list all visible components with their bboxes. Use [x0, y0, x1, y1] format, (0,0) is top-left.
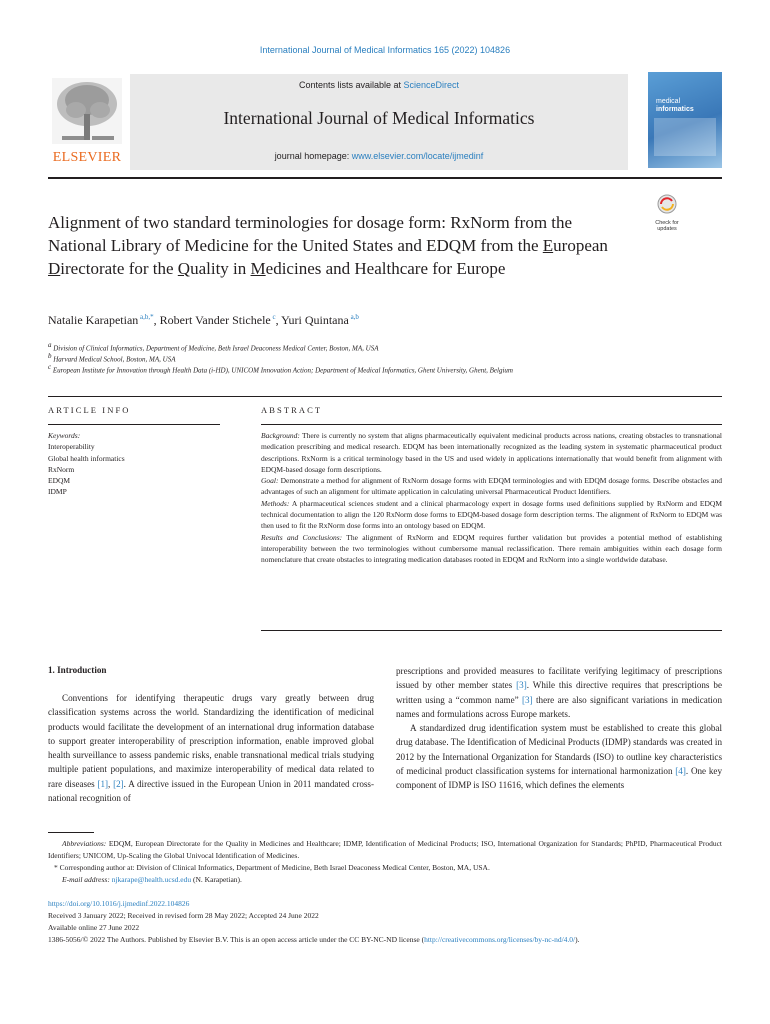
article-info-top-rule: [48, 396, 722, 397]
affiliation-c: $^c$ European Institute for Innovation through Health Data (i-HD), UNICOM Innovation Action; Department of Medical Informatics, Ghent University, Ghent, Belgium: [48, 363, 513, 375]
abstract-rule: [261, 424, 722, 425]
keyword: EDQM: [48, 476, 71, 486]
abstract-methods: Methods: A pharmaceutical sciences student and a clinical pharmacology expert in dosage forms used definitions supplied by RxNorm and EDQM technical documentation to align the 120 RxNorm dose forms to EDQM-based dosage form description terms. The alignment of RxNorm to EDQM was then used to fit the RxNorm dose forms into an ontology based on EDQM.: [261, 498, 722, 531]
author-affiliation-marks[interactable]: c: [270, 313, 276, 321]
intro-right-paragraph-2: A standardized drug identification system must be established to create this global drug database. The Identification of Medicinal Products (IDMP) standards was created in 2012 by the International Organization for Standards (ISO) to outline key characteristics of medicinal product classification systems for international harmonization [4]. One key component of IDMP is ISO 11616, which defines the elements: [396, 723, 722, 791]
corresponding-author-footnote: * Corresponding author at: Division of Clinical Informatics, Department of Medicine, Beth Israel Deaconess Medical Center, Boston, MA, USA.: [54, 863, 490, 872]
intro-right-column: [396, 664, 722, 793]
footnote-rule: [48, 832, 94, 833]
intro-left-paragraph: Conventions for identifying therapeutic drugs vary greatly between drug classification systems across the world. Standardizing the identification of medicinal products would facilitate the development of an international drug information database to support greater interoperability of prescription information, enable improved global health surveillance to assess pandemic risks, enable transnational medical trials studying multiple patient populations, and maximize interoperability of medical data related to rare diseases [1], [2]. A directive issued in the European Union in 2011 mandated cross-national recognition of: [48, 693, 375, 804]
header-divider: [48, 177, 722, 179]
journal-cover-image[interactable]: [648, 72, 722, 168]
abstract-bottom-rule: [261, 630, 722, 631]
sciencedirect-link[interactable]: ScienceDirect: [403, 80, 460, 90]
keyword: Global health informatics: [48, 453, 125, 463]
article-info-rule: [48, 424, 220, 425]
publication-info: [48, 898, 722, 946]
license-link[interactable]: http://creativecommons.org/licenses/by-nc-nd/4.0/: [424, 935, 576, 944]
intro-right-paragraph-1: prescriptions and provided measures to facilitate verifying legitimacy of prescriptions issued by other member states [3]. While this directive requires that prescriptions be written using a “common name” [3] there are also significant variations in medication names and formulations across Europe markets.: [396, 666, 722, 719]
author-affiliation-marks[interactable]: a,b,*: [138, 313, 154, 321]
reference-link[interactable]: [1]: [97, 778, 109, 789]
journal-homepage-line: [130, 151, 628, 161]
contents-prefix: Contents lists available at: [298, 80, 404, 90]
cover-title-informatics: informatics: [656, 106, 694, 113]
license-statement: 1386-5056/© 2022 The Authors. Published by Elsevier B.V. This is an open access article under the CC BY-NC-ND license (http://creativecommons.org/licenses/by-nc-nd/4.0/).: [48, 935, 580, 944]
journal-homepage-link[interactable]: www.elsevier.com/locate/ijmedinf: [351, 151, 484, 161]
affiliation-b: $^b$ Harvard Medical School, Boston, MA, USA: [48, 352, 176, 364]
keywords-label: Keywords:: [48, 431, 81, 440]
section-heading-introduction: 1. Introduction: [48, 665, 107, 675]
article-info-heading: ARTICLE INFO: [48, 405, 131, 415]
reference-link[interactable]: [3]: [522, 694, 533, 705]
doi-link[interactable]: https://doi.org/10.1016/j.ijmedinf.2022.104826: [48, 899, 190, 908]
author-name[interactable]: Natalie Karapetian: [48, 313, 139, 327]
author-list: Natalie Karapetian $^{a,b,*}$, Robert Vander Stichele $^c$, Yuri Quintana $^{a,b}$: [48, 313, 359, 327]
reference-link[interactable]: [2]: [113, 778, 124, 789]
author-name[interactable]: Robert Vander Stichele: [159, 313, 271, 327]
affiliation-a: $^a$ Division of Clinical Informatics, Department of Medicine, Beth Israel Deaconess Medical Center, Boston, MA, USA: [48, 341, 379, 353]
abbreviations-footnote: Abbreviations: EDQM, European Directorate for the Quality in Medicines and Healthcare; IDMP, Identification of Medicinal Products; ISO, International Organization for Standards; PhPID, Pharmaceutical Product Identifiers; UNICOM, Up-Scaling the Global Univocal Identification of Medicines.: [48, 839, 722, 860]
article-title: Alignment of two standard terminologies for dosage form: RxNorm from the National Library of Medicine for the United States and EDQM from the European Directorate for the Quality in Medicines and Healthcare for Europe: [48, 213, 608, 278]
check-updates-icon: [648, 193, 686, 215]
footnotes: [48, 838, 722, 886]
contents-available-line: [130, 80, 628, 90]
homepage-prefix: journal homepage:: [274, 151, 352, 161]
keyword: IDMP: [48, 487, 67, 497]
check-for-updates-badge[interactable]: [648, 193, 686, 232]
reference-link[interactable]: [3]: [516, 680, 527, 691]
keywords-block: [48, 430, 125, 498]
available-online-date: Available online 27 June 2022: [48, 923, 140, 932]
author-affiliation-marks[interactable]: a,b: [348, 313, 359, 321]
check-updates-line1: Check for: [655, 220, 679, 226]
abstract-results: Results and Conclusions: The alignment of RxNorm and EDQM requires further validation but provides a potential method of establishing interoperability between the two terminologies without cumbersome manual reclassification. There remain ambiguities within each dosage form nomenclature that create obstacles to integrating medication databases rooted in EDQM and RxNorm into a single worldwide database.: [261, 532, 722, 565]
abstract-body: [261, 430, 722, 566]
author-email-link[interactable]: njkarape@health.ucsd.edu: [111, 875, 192, 884]
abstract-heading: ABSTRACT: [261, 405, 323, 415]
check-updates-line2: updates: [657, 226, 677, 232]
cover-title-medical: medical: [656, 98, 681, 105]
reference-link[interactable]: [4]: [675, 766, 686, 777]
abstract-background: Background: There is currently no system that aligns pharmaceutically equivalent medicinal products across nations, creating obstacles to transnational medication prescribing and medical research. EDQM has been internationally recognized as the leading system in systematic pharmaceutical product descriptions. RxNorm is a critical terminology based in the US and used widely in applications internationally that would benefit from alignment with EDQM-based dosage form descriptions.: [261, 431, 722, 474]
email-footnote: E-mail address: njkarape@health.ucsd.edu (N. Karapetian).: [62, 875, 242, 884]
keyword: Interoperability: [48, 442, 95, 452]
received-dates: Received 3 January 2022; Received in revised form 28 May 2022; Accepted 24 June 2022: [48, 911, 319, 920]
abstract-goal: Goal: Demonstrate a method for alignment of RxNorm dosage forms with EDQM terminologies and with EDQM dosage forms. Describe obstacles and advantages of such an alignment for ultimate application in calculating universal Pharmaceutical Product Identifiers.: [261, 476, 722, 497]
author-name[interactable]: Yuri Quintana: [281, 313, 349, 327]
journal-name: International Journal of Medical Informatics: [223, 108, 535, 128]
keyword: RxNorm: [48, 464, 75, 474]
journal-citation: International Journal of Medical Informatics 165 (2022) 104826: [259, 45, 511, 55]
publisher-wordmark: ELSEVIER: [52, 150, 122, 165]
